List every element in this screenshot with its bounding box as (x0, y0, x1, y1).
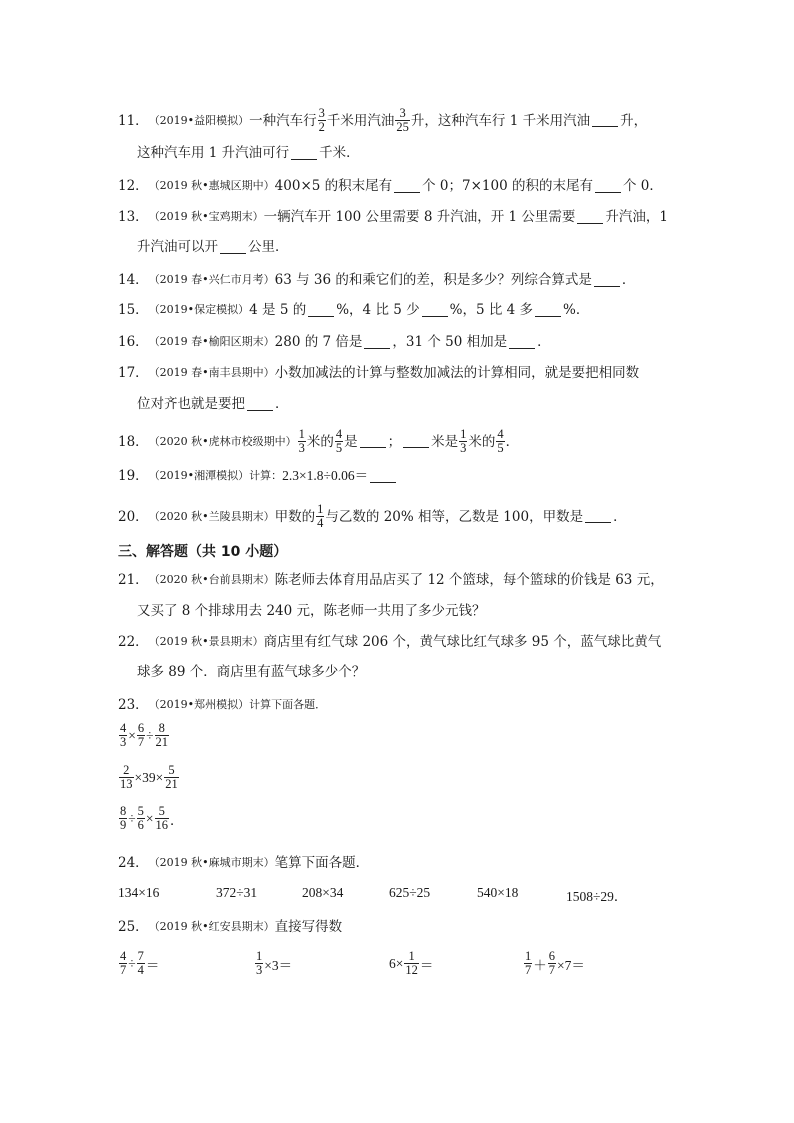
numerator: 6 (548, 949, 555, 963)
fraction (395, 107, 410, 134)
numerator: 6 (137, 721, 145, 735)
answer-blank[interactable] (403, 435, 429, 448)
answer-blank[interactable] (364, 336, 390, 349)
denominator: 13 (120, 777, 133, 791)
numerator: 3 (399, 106, 406, 120)
question-14 (118, 271, 676, 289)
question-text: 280 的 7 倍是 (274, 334, 363, 350)
question-number: 24． (118, 855, 149, 871)
denominator: 4 (137, 963, 144, 977)
fraction (459, 428, 467, 455)
numerator: 1 (460, 427, 467, 441)
question-16 (118, 333, 676, 351)
expression-1 (118, 722, 170, 749)
question-number: 15． (118, 302, 149, 318)
answer-blank[interactable] (308, 304, 334, 317)
question-text: 公里． (248, 239, 289, 255)
question-source: （2019 秋•麻城市期末） (148, 856, 275, 869)
answer-blank[interactable] (535, 304, 561, 317)
fraction (137, 722, 145, 749)
question-text: %． (563, 302, 590, 318)
operator: ÷ (146, 727, 154, 743)
operator: × (145, 810, 154, 826)
operator: ＋ (533, 957, 547, 973)
question-text: 一种汽车行 (249, 112, 317, 129)
fraction (155, 805, 170, 832)
question-text: 笔算下面各题． (274, 855, 370, 871)
operator: × (128, 727, 136, 743)
denominator: 7 (548, 963, 555, 977)
operator: ×3＝ (264, 957, 293, 973)
question-text: 商店里有红气球 206 个，黄气球比红气球多 95 个，蓝气球比黄气 (263, 634, 662, 650)
numerator: 1 (256, 949, 263, 963)
question-text: 计算： (249, 469, 283, 482)
question-12 (118, 177, 676, 195)
numerator: 1 (525, 949, 532, 963)
question-text: ． (613, 508, 627, 525)
question-18 (118, 428, 676, 455)
answer-blank[interactable] (594, 274, 620, 287)
question-number: 12． (118, 178, 149, 194)
denominator: 3 (460, 441, 467, 455)
numerator: 5 (168, 763, 175, 777)
fraction (155, 722, 170, 749)
question-number: 11． (118, 112, 149, 129)
question-source: （2019 秋•宝鸡期末） (148, 210, 264, 223)
question-22-cont (137, 663, 676, 681)
question-number: 19． (118, 468, 149, 484)
numerator: 1 (317, 502, 324, 516)
numerator: 1 (408, 949, 415, 963)
question-number: 23． (118, 697, 149, 713)
question-text: 米的 (468, 433, 496, 450)
operator: 6× (389, 955, 404, 971)
question-21-cont (137, 602, 676, 620)
answer-blank[interactable] (360, 435, 386, 448)
question-text: 小数加减法的计算与整数加减法的计算相同，就是要把相同数 (274, 365, 640, 381)
question-source: （2019 春•兴仁市月考） (148, 273, 275, 286)
mental-item-3 (389, 950, 433, 977)
question-25 (118, 918, 676, 936)
fraction (404, 950, 419, 977)
denominator: 7 (137, 735, 145, 749)
denominator: 6 (137, 818, 144, 832)
denominator: 21 (155, 735, 169, 749)
calc-item: 208×34 (302, 885, 344, 900)
question-source: （2019•郑州模拟） (148, 698, 250, 711)
numerator: 4 (120, 949, 127, 963)
question-text: 陈老师去体育用品店买了 12 个篮球，每个篮球的价钱是 63 元， (274, 572, 664, 588)
question-text: 米的 (306, 433, 334, 450)
question-text: ； (387, 433, 402, 450)
mental-item-4 (523, 950, 585, 977)
question-text: %，5 比 4 多 (449, 302, 534, 318)
calc-item: 625÷25 (389, 885, 431, 900)
question-text: ． (505, 433, 520, 450)
numerator: 5 (137, 804, 144, 818)
calc-item: 372÷31 (216, 885, 258, 900)
fraction (164, 764, 179, 791)
question-number: 17． (118, 365, 149, 381)
question-text: 球多 89 个．商店里有蓝气球多少个？ (137, 664, 366, 680)
fraction (318, 107, 326, 134)
operator: ×39× (134, 769, 164, 785)
answer-blank[interactable] (247, 398, 273, 411)
question-19 (118, 467, 676, 485)
operator: ×7＝ (557, 957, 585, 973)
fraction (316, 503, 324, 530)
question-text: 与乙数的 20% 相等，乙数是 100，甲数是 (325, 508, 584, 525)
fraction (335, 428, 343, 455)
denominator: 4 (317, 516, 324, 530)
question-text: 升汽油，1 (605, 209, 668, 225)
numerator: 4 (497, 427, 504, 441)
fraction (548, 950, 556, 977)
question-text: 升， (620, 112, 648, 129)
question-text: ，31 个 50 相加是 (392, 334, 508, 350)
question-15 (118, 301, 676, 319)
denominator: 25 (396, 120, 409, 134)
answer-blank[interactable] (422, 304, 448, 317)
mental-item-2 (254, 950, 292, 977)
fraction (298, 428, 306, 455)
numerator: 5 (158, 804, 165, 818)
question-text: 计算下面各题． (249, 698, 327, 711)
denominator: 21 (165, 777, 178, 791)
question-11-cont (137, 144, 676, 162)
question-number: 13． (118, 209, 149, 225)
denominator: 3 (120, 735, 127, 749)
denominator: 2 (318, 120, 325, 134)
question-text: 4 是 5 的 (249, 302, 307, 318)
numerator: 8 (120, 804, 127, 818)
question-text: 个 0；7×100 的积的末尾有 (422, 178, 593, 194)
question-13 (118, 208, 676, 226)
question-number: 16． (118, 334, 149, 350)
question-22 (118, 633, 676, 651)
mental-item-1 (118, 950, 159, 977)
question-source: （2019 秋•惠城区期中） (148, 179, 275, 192)
answer-blank[interactable] (220, 241, 246, 254)
question-text: ． (537, 334, 551, 350)
question-21 (118, 571, 676, 589)
question-text: ． (275, 396, 289, 412)
expression-3 (118, 805, 184, 832)
answer-blank[interactable] (370, 470, 396, 483)
denominator: 5 (335, 441, 343, 455)
question-24 (118, 854, 676, 872)
question-text: 又买了 8 个排球用去 240 元，陈老师一共用了多少元钱？ (137, 603, 486, 619)
question-23 (118, 696, 676, 714)
expression-2 (118, 764, 180, 791)
operator: ÷ (128, 810, 136, 826)
question-source: （2020 秋•虎林市校级期中） (148, 434, 297, 448)
numerator: 8 (158, 721, 165, 735)
question-source: （2019•保定模拟） (148, 303, 250, 316)
question-source: （2019 秋•红安县期末） (148, 920, 275, 933)
question-text: 63 与 36 的和乘它们的差，积是多少？列综合算式是 (274, 272, 592, 288)
fraction (137, 805, 145, 832)
answer-blank[interactable] (577, 211, 603, 224)
question-text: 是 (344, 433, 358, 450)
question-text: 千米用汽油 (326, 112, 395, 129)
question-17-cont (137, 395, 676, 413)
answer-blank[interactable] (585, 510, 611, 523)
question-text: 千米． (319, 145, 360, 161)
math-expression: 2.3×1.8÷0.06＝ (282, 468, 369, 483)
denominator: 3 (298, 441, 305, 455)
question-text: %，4 比 5 少 (336, 302, 420, 318)
calc-item: 1508÷29． (566, 889, 628, 904)
section-heading: 三、解答题（共 10 小题） (118, 544, 288, 560)
fraction (119, 722, 127, 749)
numerator: 3 (318, 106, 325, 120)
fraction (255, 950, 263, 977)
fraction (119, 805, 127, 832)
question-text: 这种汽车用 1 升汽油可行 (137, 145, 290, 161)
question-source: （2019•湘潭模拟） (148, 469, 250, 482)
numerator: 4 (120, 721, 127, 735)
question-number: 14． (118, 272, 149, 288)
question-source: （2019 春•榆阳区期末） (148, 335, 275, 348)
question-source: （2019•益阳模拟） (148, 113, 250, 127)
question-text: 直接写得数 (274, 919, 343, 935)
question-number: 25． (118, 919, 149, 935)
question-number: 18． (118, 433, 149, 450)
question-source: （2019 秋•景县期末） (148, 635, 264, 648)
calc-item: 540×18 (477, 885, 519, 900)
question-text: 400×5 的积末尾有 (274, 178, 393, 194)
numerator: 4 (335, 427, 343, 441)
question-number: 20． (118, 508, 149, 525)
question-20 (118, 503, 676, 530)
fraction (137, 950, 145, 977)
fraction (496, 428, 504, 455)
numerator: 2 (123, 763, 130, 777)
question-number: 21． (118, 572, 149, 588)
fraction (119, 950, 127, 977)
question-text: 米是 (431, 433, 459, 450)
denominator: 12 (405, 963, 418, 977)
numerator: 1 (298, 427, 305, 441)
question-source: （2019 春•南丰县期中） (148, 366, 275, 379)
question-source: （2020 秋•台前县期末） (148, 573, 275, 586)
calc-item: 134×16 (118, 885, 160, 900)
operator: ÷ (128, 955, 136, 971)
question-13-cont (137, 238, 676, 256)
question-text: 升汽油可以开 (137, 239, 218, 255)
fraction (119, 764, 134, 791)
question-11 (118, 107, 676, 134)
question-17 (118, 364, 676, 382)
denominator: 5 (497, 441, 504, 455)
denominator: 7 (525, 963, 532, 977)
numerator: 7 (137, 949, 144, 963)
answer-blank[interactable] (394, 180, 420, 193)
question-text: 甲数的 (274, 508, 316, 525)
question-text: 位对齐也就是要把 (137, 396, 245, 412)
question-source: （2020 秋•兰陵县期末） (148, 509, 275, 523)
question-text: 升，这种汽车行 1 千米用汽油 (410, 112, 591, 129)
punctuation: ． (170, 812, 184, 828)
question-text: ． (621, 272, 636, 288)
operator: ＝ (145, 957, 160, 973)
answer-blank[interactable] (509, 336, 535, 349)
answer-blank[interactable] (595, 180, 621, 193)
question-text: 一辆汽车开 100 公里需要 8 升汽油，开 1 公里需要 (263, 209, 576, 225)
denominator: 16 (155, 818, 169, 832)
answer-blank[interactable] (592, 114, 618, 127)
denominator: 3 (256, 963, 263, 977)
denominator: 9 (120, 818, 127, 832)
denominator: 7 (120, 963, 127, 977)
answer-blank[interactable] (291, 147, 317, 160)
operator: ＝ (419, 957, 434, 973)
question-number: 22． (118, 634, 149, 650)
question-text: 个 0． (622, 178, 663, 194)
fraction (524, 950, 532, 977)
